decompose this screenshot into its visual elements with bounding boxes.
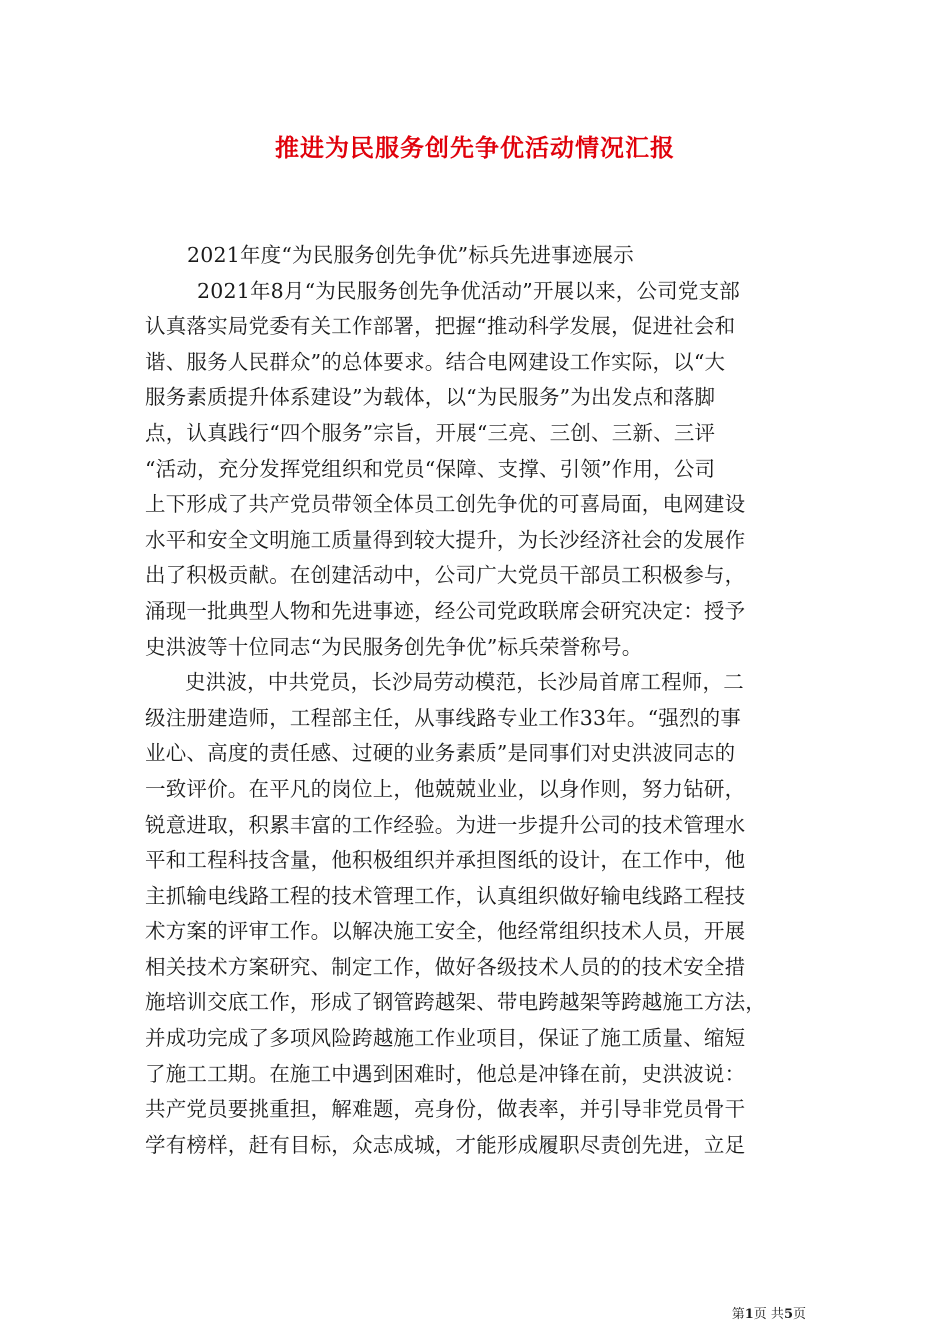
paragraph-line: 共产党员要挑重担，解难题，亮身份，做表率，并引导非党员骨干 <box>145 1097 746 1122</box>
paragraph-line: 级注册建造师，工程部主任，从事线路专业工作33年。“强烈的事 <box>145 705 742 730</box>
paragraph-line: 水平和安全文明施工质量得到较大提升，为长沙经济社会的发展作 <box>145 527 746 552</box>
paragraph-line: 出了积极贡献。在创建活动中，公司广大党员干部员工积极参与， <box>145 563 746 588</box>
current-page-number: 1 <box>744 1307 754 1322</box>
document-body <box>145 238 810 1163</box>
footer-suffix: 页 <box>792 1307 806 1322</box>
subtitle-line: 2021年度“为民服务创先争优”标兵先进事迹展示 <box>187 243 634 267</box>
paragraph-line: 学有榜样，赶有目标，众志成城，才能形成履职尽责创先进，立足 <box>145 1132 746 1157</box>
paragraph-line: 史洪波等十位同志“为民服务创先争优”标兵荣誉称号。 <box>145 634 643 659</box>
paragraph-line: 史洪波，中共党员，长沙局劳动模范，长沙局首席工程师，二 <box>185 670 744 695</box>
paragraph-line: 主抓输电线路工程的技术管理工作，认真组织做好输电线路工程技 <box>145 883 746 908</box>
paragraph-line: 点，认真践行“四个服务”宗旨，开展“三亮、三创、三新、三评 <box>145 420 716 445</box>
paragraph-line: 上下形成了共产党员带领全体员工创先争优的可喜局面，电网建设 <box>145 492 746 517</box>
paragraph-line: 2021年8月“为民服务创先争优活动”开展以来，公司党支部 <box>197 278 740 303</box>
footer-middle: 页 共 <box>753 1307 784 1322</box>
paragraph-line: 服务素质提升体系建设”为载体，以“为民服务”为出发点和落脚 <box>145 385 716 410</box>
paragraph-line: 施培训交底工作，形成了钢管跨越架、带电跨越架等跨越施工方法， <box>145 990 766 1015</box>
paragraph-line: 锐意进取，积累丰富的工作经验。为进一步提升公司的技术管理水 <box>145 812 746 837</box>
paragraph-line: 相关技术方案研究、制定工作，做好各级技术人员的的技术安全措 <box>145 954 746 979</box>
paragraph-line: 谐、服务人民群众”的总体要求。结合电网建设工作实际，以“大 <box>145 349 726 374</box>
paragraph-line: 涌现一批典型人物和先进事迹，经公司党政联席会研究决定：授予 <box>145 598 746 623</box>
paragraph-line: “活动，充分发挥党组织和党员“保障、支撑、引领”作用，公司 <box>145 456 716 481</box>
paragraph-line: 了施工工期。在施工中遇到困难时，他总是冲锋在前，史洪波说： <box>145 1061 746 1086</box>
paragraph-line: 并成功完成了多项风险跨越施工作业项目，保证了施工质量、缩短 <box>145 1026 746 1051</box>
paragraph-line: 业心、高度的责任感、过硬的业务素质”是同事们对史洪波同志的 <box>145 741 736 766</box>
page-number-footer <box>732 1303 806 1322</box>
paragraph-line: 术方案的评审工作。以解决施工安全，他经常组织技术人员，开展 <box>145 919 746 944</box>
footer-prefix: 第 <box>731 1307 745 1322</box>
total-page-number: 5 <box>783 1307 793 1322</box>
paragraph-line: 认真落实局党委有关工作部署，把握“推动科学发展，促进社会和 <box>145 314 736 339</box>
paragraph-line: 一致评价。在平凡的岗位上，他兢兢业业，以身作则，努力钻研， <box>145 776 746 801</box>
document-title: 推进为民服务创先争优活动情况汇报 <box>275 133 675 162</box>
paragraph-line: 平和工程科技含量，他积极组织并承担图纸的设计，在工作中，他 <box>145 848 746 873</box>
